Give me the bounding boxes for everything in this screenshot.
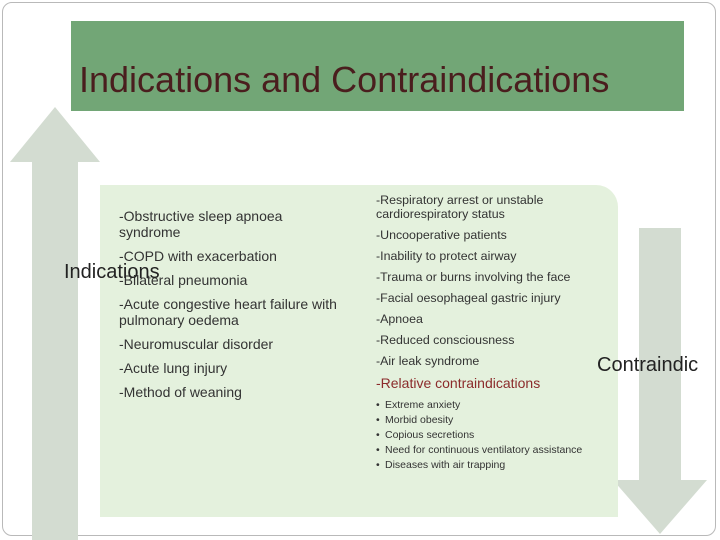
- indication-item: -Bilateral pneumonia: [119, 272, 248, 288]
- indications-list: [119, 208, 344, 408]
- relative-item: • Diseases with air trapping: [376, 458, 596, 473]
- indication-item: -Obstructive sleep apnoea syndrome: [119, 208, 283, 240]
- contraindication-item: -Uncooperative patients: [376, 228, 507, 242]
- contraindication-item: -Reduced consciousness: [376, 333, 515, 347]
- contraindication-item: -Apnoea: [376, 312, 423, 326]
- relative-item: • Copious secretions: [376, 428, 596, 443]
- up-arrow-icon: [10, 107, 100, 540]
- slide-title: Indications and Contraindications: [79, 59, 610, 100]
- contraindication-item: -Inability to protect airway: [376, 249, 517, 263]
- contraindications-label: Contraindic: [597, 354, 699, 376]
- contraindication-item: -Respiratory arrest or unstable cardiorespiratory status: [376, 193, 544, 221]
- contraindication-item: -Trauma or burns involving the face: [376, 270, 571, 284]
- relative-item: • Morbid obesity: [376, 413, 596, 428]
- relative-contraindications-list: [376, 398, 596, 473]
- indication-item: -COPD with exacerbation: [119, 248, 277, 264]
- title-bar: [71, 21, 684, 111]
- contraindications-list: [376, 193, 596, 473]
- indication-item: -Acute congestive heart failure with pulmonary oedema: [119, 296, 337, 328]
- contraindication-item: -Facial oesophageal gastric injury: [376, 291, 561, 305]
- indication-item: -Neuromuscular disorder: [119, 336, 274, 352]
- contraindication-item: -Air leak syndrome: [376, 354, 480, 368]
- relative-item: • Extreme anxiety: [376, 398, 596, 413]
- indication-item: -Acute lung injury: [119, 360, 228, 376]
- relative-contraindications-heading: -Relative contraindications: [376, 375, 541, 391]
- relative-item: • Need for continuous ventilatory assistance: [376, 443, 596, 458]
- indications-label: Indications: [64, 261, 160, 283]
- indication-item: -Method of weaning: [119, 384, 242, 400]
- down-arrow-icon: [613, 228, 707, 534]
